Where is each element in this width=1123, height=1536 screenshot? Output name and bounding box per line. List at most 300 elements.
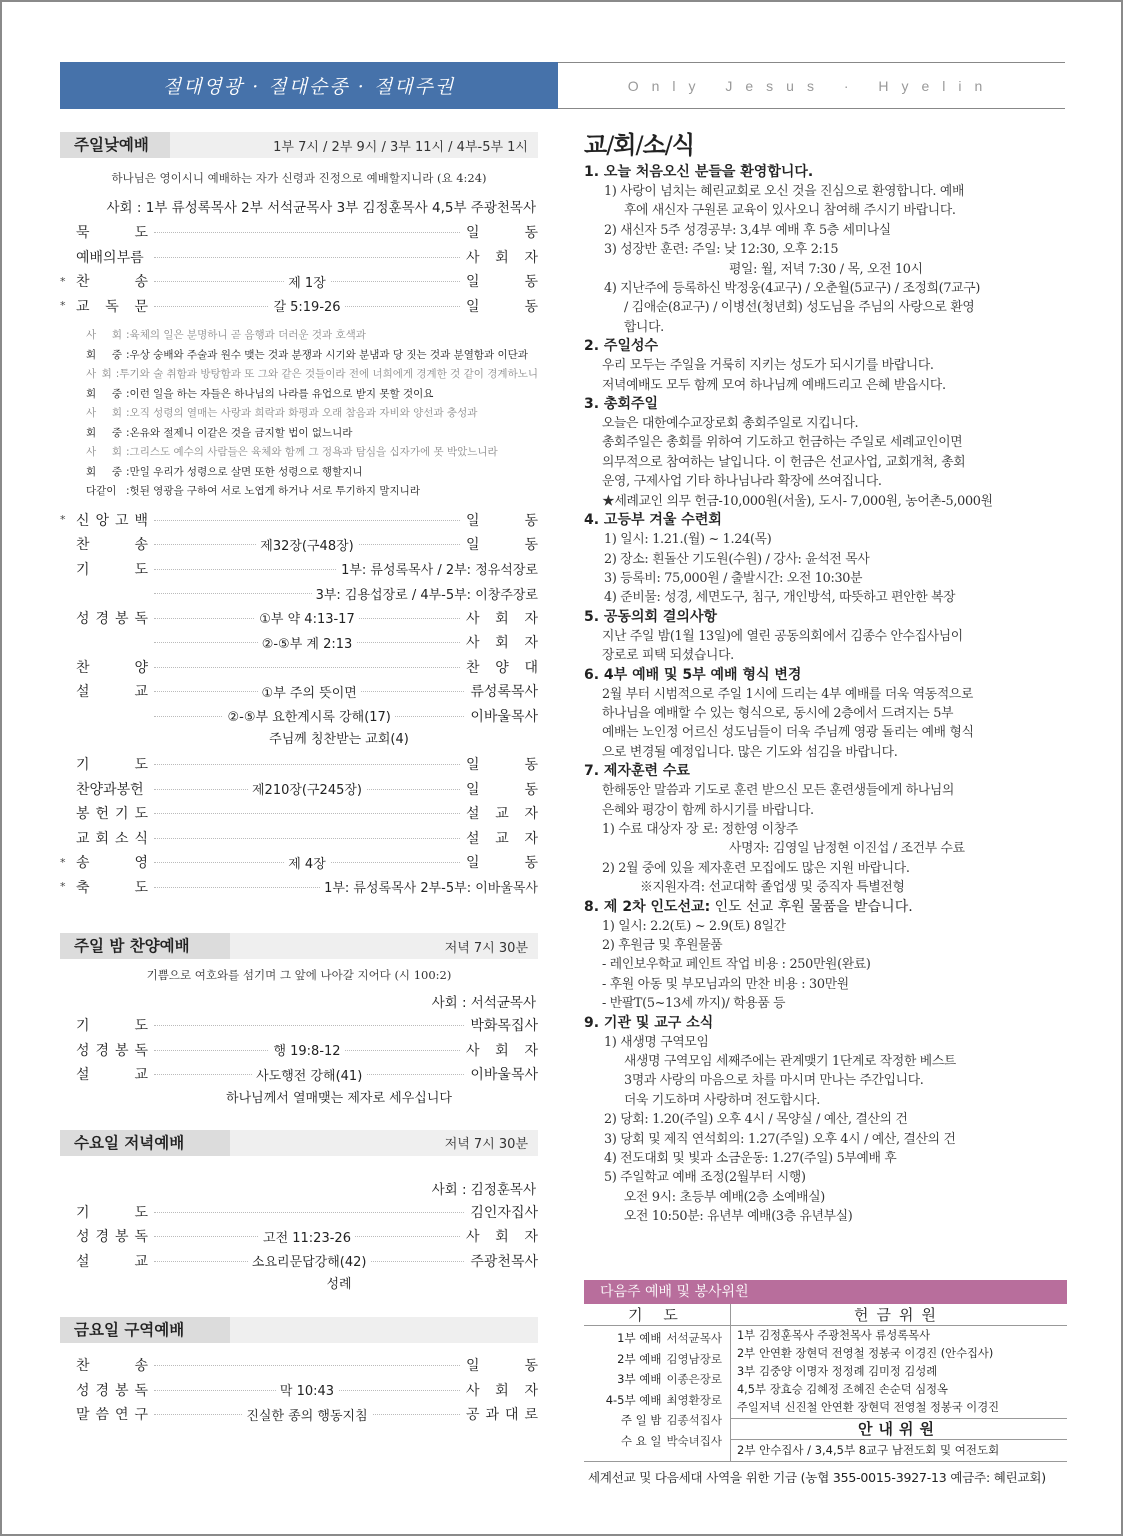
offering-item	[731, 1326, 1067, 1344]
sermon-subtitle: 성례	[326, 1277, 352, 1292]
order-detail: 제32장(구48장)	[256, 535, 357, 554]
section-title: 주일 밤 찬양예배	[60, 933, 230, 959]
order-person	[466, 1355, 538, 1375]
char: 이바울목사	[470, 708, 538, 725]
char: 동	[524, 298, 538, 315]
news-line: 2) 장소: 흰돌산 기도원(수원) / 강사: 윤석전 목사	[604, 551, 870, 567]
char: 동	[524, 274, 538, 291]
order-row	[60, 850, 538, 875]
offering-names: 신진철 안연환 장현덕 전영철 정봉국 이경진	[784, 1401, 1000, 1414]
news-line: 지난 주일 밤(1월 13일)에 열린 공동의회에서 김종수 안수집사님이	[602, 628, 963, 644]
order-person	[466, 247, 538, 267]
order-list	[60, 220, 538, 318]
responsive-reading	[60, 326, 538, 502]
dotted-leader	[154, 777, 460, 802]
service-times: 1부 7시 / 2부 9시 / 3부 11시 / 4부-5부 1시	[273, 139, 528, 155]
theme-verse: 하나님은 영이시니 예배하는 자가 신령과 진정으로 예배할지니라 (요 4:24)	[111, 171, 487, 185]
news-heading: 4. 고등부 겨울 수련회	[584, 512, 722, 529]
prayer-item	[584, 1431, 730, 1452]
news-line: 2) 새신자 5주 성경공부: 3,4부 예배 후 5층 세미나실	[604, 222, 891, 238]
order-label	[76, 534, 148, 554]
dotted-leader	[154, 826, 460, 851]
news-line: 4) 지난주에 등록하신 박정웅(4교구) / 오춘월(5교구) / 조정희(7교구)	[604, 281, 981, 297]
char: 송	[134, 274, 148, 291]
order-person	[470, 1064, 538, 1084]
slash: /	[635, 131, 643, 159]
service-name: 4-5부 예배	[605, 1392, 662, 1407]
char: 성	[76, 610, 90, 627]
char: 봉	[114, 1382, 129, 1399]
char: 중	[111, 348, 122, 361]
char: 회	[111, 407, 122, 419]
char: 자	[524, 1229, 538, 1246]
news-line: 더욱 기도하며 사랑하며 전도합시다.	[624, 1092, 820, 1108]
news-heading: 2. 주일성수	[584, 338, 659, 355]
char: 찬	[76, 659, 90, 676]
order-row	[60, 1200, 538, 1225]
char: 일	[466, 274, 480, 291]
char: 기	[76, 1204, 90, 1221]
offering-item	[731, 1362, 1067, 1380]
order-detail: 사도행전 강해(41)	[252, 1065, 366, 1084]
order-row	[60, 532, 538, 557]
char: 말	[76, 1407, 90, 1424]
prayer-leader: 김종석집사	[666, 1413, 722, 1428]
char: 동	[524, 781, 538, 798]
dotted-leader	[154, 1353, 460, 1378]
dotted-leader	[154, 294, 460, 319]
char: 회	[86, 426, 97, 439]
news-line: 저녁예배도 모두 함께 모여 하나님께 예배드리고 은혜 받읍시다.	[602, 377, 946, 393]
order-row	[60, 1062, 538, 1087]
char: 교	[134, 684, 148, 701]
colon: :	[115, 368, 120, 380]
char: 봉	[76, 806, 90, 823]
char: 양	[134, 659, 148, 676]
order-detail: ②-⑤부 요한계시록 강해(17)	[223, 706, 394, 725]
news-line: 오전 9시: 초등부 예배(2층 소예배실)	[624, 1189, 825, 1205]
char: 사	[466, 1042, 480, 1059]
dotted-leader	[154, 1224, 460, 1249]
heading-bold: 8. 제 2차 인도선교:	[584, 898, 711, 915]
order-person	[470, 1202, 538, 1222]
char: 기	[76, 1018, 90, 1035]
char: 회	[86, 387, 97, 400]
char: 일	[466, 225, 480, 242]
news-line: 1) 일시: 2.2(토) ~ 2.9(토) 8일간	[602, 918, 786, 934]
char: 일	[466, 537, 480, 554]
char: 동	[524, 757, 538, 774]
char: 중	[111, 387, 122, 400]
order-row	[60, 679, 538, 704]
order-person	[466, 510, 538, 530]
char: 회	[111, 446, 122, 458]
char: 회	[495, 249, 509, 266]
news-line: 3) 성장반 훈련: 주일: 낮 12:30, 오후 2:15	[604, 242, 839, 258]
reading-text: 투기와 술 취함과 방탕함과 또 그와 같은 것들이라 전에 너희에게 경계한 것 같이 경계하노니	[119, 368, 538, 380]
reader	[86, 482, 122, 502]
char: 자	[524, 635, 538, 652]
char: 찬	[466, 659, 480, 676]
order-row	[60, 269, 538, 294]
order-detail: 고전 11:23-26	[259, 1227, 355, 1246]
char: 김인자집사	[470, 1204, 538, 1221]
sunday-service-header	[60, 132, 538, 158]
char: 예배의부름	[76, 249, 144, 266]
order-detail: 제 1장	[284, 272, 330, 291]
order-person	[466, 828, 538, 848]
char: 자	[524, 249, 538, 266]
char: 자	[524, 1042, 538, 1059]
prayer-item	[584, 1369, 730, 1390]
order-label	[76, 271, 148, 291]
char: 설	[466, 806, 480, 823]
offering-column	[731, 1304, 1067, 1461]
char: 송	[134, 1358, 148, 1375]
char: 성	[76, 1382, 90, 1399]
char: 자	[524, 1382, 538, 1399]
dotted-leader	[154, 1013, 464, 1038]
motto-text: 절대영광 · 절대순종 · 절대주권	[162, 76, 456, 98]
mission-fund-notice: 세계선교 및 다음세대 사역을 위한 기금 (농협 355-0015-3927-13 예금주: 혜린교회)	[588, 1470, 1046, 1485]
order-row	[60, 1038, 538, 1063]
service-name: 주 일 밤	[620, 1413, 662, 1428]
order-person	[470, 1015, 538, 1035]
char: 씀	[95, 1407, 110, 1424]
dotted-leader	[154, 269, 460, 294]
prayer-leader: 박숙녀집사	[666, 1433, 722, 1448]
reading-text: 헛된 영광을 구하여 서로 노엽게 하거나 서로 투기하지 말지니라	[129, 485, 420, 497]
order-row	[60, 1378, 538, 1403]
required-stand-marker: *	[60, 299, 66, 313]
char: 독	[134, 1382, 148, 1399]
char: 도	[134, 879, 148, 896]
char: 고	[114, 512, 129, 529]
service-group: 3부	[737, 1365, 756, 1378]
order-label	[76, 1015, 148, 1035]
order-label	[76, 510, 148, 530]
news-line: 사명자: 김영일 남정현 이진섭 / 조건부 수료	[729, 841, 965, 857]
colon: :	[126, 426, 130, 439]
colon: :	[126, 329, 130, 341]
char: 사	[86, 368, 97, 380]
order-row	[60, 704, 538, 729]
order-person	[466, 1226, 538, 1246]
reader	[86, 443, 122, 463]
char: 문	[134, 298, 148, 315]
news-line: 평일: 월, 저녁 7:30 / 목, 오전 10시	[729, 261, 923, 277]
news-heading: 6. 4부 예배 및 5부 예배 형식 변경	[584, 666, 802, 683]
order-detail: 막 10:43	[276, 1380, 338, 1399]
char: 박화목집사	[470, 1018, 538, 1035]
service-time: 저녁 7시 30분	[444, 1137, 528, 1152]
order-label	[76, 1040, 148, 1060]
colon: :	[126, 387, 130, 400]
char: 중	[111, 426, 122, 439]
colon: :	[126, 446, 130, 458]
char: 찬양과봉헌	[76, 781, 144, 798]
news-line: 4) 준비물: 성경, 세면도구, 침구, 개인방석, 따뜻하고 편안한 복장	[604, 590, 956, 606]
char: 회	[495, 1382, 509, 1399]
char: 사	[86, 407, 97, 419]
char: 찬	[76, 537, 90, 554]
news-line: 3) 당회 및 제직 연석회의: 1.27(주일) 오후 4시 / 예산, 결산의 건	[604, 1131, 956, 1147]
char: 독	[134, 610, 148, 627]
char: 주광천목사	[470, 1253, 538, 1270]
news-line: 5) 주일학교 예배 조정(2월부터 시행)	[604, 1170, 806, 1186]
order-row	[60, 777, 538, 802]
news-line: 새생명 구역모임 세째주에는 관계맺기 1단계로 작정한 베스트	[624, 1054, 956, 1070]
char: 회	[495, 635, 509, 652]
order-row	[60, 581, 538, 606]
news-line: / 김애순(8교구) / 이병선(청년회) 성도님을 주님의 사랑으로 환영	[624, 300, 975, 316]
reading-text: 육체의 일은 분명하니 곧 음행과 더러운 것과 호색과	[129, 329, 366, 341]
char: 사	[466, 1382, 480, 1399]
usher-header: 안내위원	[731, 1418, 1067, 1440]
news-line: 3) 등록비: 75,000원 / 출발시간: 오전 10:30분	[604, 570, 863, 586]
char: 이바울목사	[470, 1067, 538, 1084]
char: 봉	[114, 1042, 129, 1059]
service-group: 주일저녁	[737, 1401, 781, 1414]
order-person: 1부: 류성록목사 2부-5부: 이바울목사	[320, 877, 538, 896]
char: 교	[134, 1067, 148, 1084]
reader	[86, 404, 122, 424]
offering-names: 장효승 김혜정 조혜진 손순덕 심정옥	[769, 1383, 948, 1396]
char: 식	[134, 830, 148, 847]
order-person	[466, 852, 538, 872]
dotted-leader	[154, 1249, 464, 1274]
char: 동	[524, 225, 538, 242]
required-stand-marker: *	[60, 880, 66, 894]
reading-text: 만일 우리가 성령으로 살면 또한 성령으로 행할지니	[129, 465, 363, 478]
char: 헌	[95, 806, 110, 823]
order-label	[76, 1064, 148, 1084]
char: 교	[76, 298, 90, 315]
order-detail: 제 4장	[284, 853, 330, 872]
prayer-column	[584, 1304, 731, 1461]
dotted-leader	[154, 752, 460, 777]
dotted-leader	[154, 581, 538, 606]
char: 경	[95, 1042, 110, 1059]
order-row	[60, 1249, 538, 1274]
char: 소	[642, 131, 665, 159]
char: 경	[95, 1382, 110, 1399]
order-person	[466, 657, 538, 677]
char: 회	[111, 329, 122, 341]
news-line: 한해동안 말씀과 기도로 훈련 받으신 모든 훈련생들에게 하나님의	[602, 783, 955, 799]
order-label	[76, 1355, 148, 1375]
order-detail: ①부 주의 뜻이면	[258, 682, 361, 701]
char: 경	[95, 610, 110, 627]
reading-line	[86, 463, 538, 483]
char: 독	[134, 1229, 148, 1246]
wednesday-header	[60, 1130, 538, 1156]
order-person	[466, 803, 538, 823]
friday-header	[60, 1317, 538, 1343]
char: 설	[76, 1253, 90, 1270]
prayer-header: 기 도	[584, 1304, 730, 1326]
dotted-leader	[154, 801, 460, 826]
dotted-leader	[154, 875, 538, 900]
service-name: 1부 예배	[617, 1331, 662, 1345]
order-row	[60, 655, 538, 680]
order-row	[60, 801, 538, 826]
news-line: 예배는 노인정 어르신 성도님들이 더욱 주님께 영광 돌리는 예배 형식	[602, 725, 974, 741]
news-line: 1) 일시: 1.21.(월) ~ 1.24(목)	[604, 532, 772, 548]
char: 회	[101, 368, 112, 380]
char: 송	[76, 855, 90, 872]
char: 독	[105, 298, 119, 315]
dotted-leader	[154, 704, 464, 729]
order-row	[60, 1013, 538, 1038]
char: 도	[134, 1204, 148, 1221]
news-line: 1) 새생명 구역모임	[604, 1034, 709, 1050]
char: 경	[95, 1229, 110, 1246]
reading-text: 이런 일을 하는 자들은 하나님의 나라를 유업으로 받지 못할 것이요	[129, 387, 434, 400]
order-label	[76, 828, 148, 848]
order-row	[60, 245, 538, 270]
prayer-leader: 최영환장로	[666, 1392, 722, 1407]
slash: /	[606, 131, 614, 159]
order-row	[60, 1353, 538, 1378]
char: 일	[466, 757, 480, 774]
news-heading	[584, 898, 1068, 917]
order-row	[60, 826, 538, 851]
dotted-leader	[154, 508, 460, 533]
char: 회	[613, 131, 636, 159]
order-row	[60, 294, 538, 319]
order-person: 1부: 류성록목사 / 2부: 정유석장로	[337, 559, 538, 578]
worship-order-column	[60, 132, 538, 1427]
staff-grid	[584, 1304, 1067, 1462]
offering-header: 헌금위원	[731, 1304, 1067, 1326]
news-line: 의무적으로 참여하는 날입니다. 이 헌금은 선교사업, 교회개척, 총회	[602, 454, 966, 470]
service-leader: 사회 : 김정훈목사	[431, 1181, 536, 1198]
church-news-column	[584, 125, 1068, 1227]
order-label	[76, 754, 148, 774]
dotted-leader	[154, 1062, 464, 1087]
char: 회	[95, 830, 110, 847]
sermon-subtitle: 하나님께서 열매맺는 제자로 세우십니다	[226, 1090, 452, 1106]
char: 백	[134, 512, 148, 529]
dotted-leader	[154, 1200, 464, 1225]
news-line: ※지원자격: 선교대학 졸업생 및 중직자 특별전형	[640, 880, 905, 896]
usher-text: 2부 안수집사 / 3,4,5부 8교구 남전도회 및 여전도회	[737, 1443, 1000, 1457]
offering-item	[731, 1398, 1067, 1416]
news-list	[584, 163, 1068, 1227]
char: 봉	[114, 1229, 129, 1246]
news-line: 하나님을 예배할 수 있는 형식으로, 동시에 2층에서 드려지는 5부	[602, 705, 954, 721]
order-detail: 행 19:8-12	[269, 1040, 344, 1059]
news-line: 총회주일은 총회를 위하여 기도하고 헌금하는 주일로 세례교인이면	[602, 435, 963, 451]
sunday-evening-header	[60, 933, 538, 959]
char: 일	[466, 298, 480, 315]
char: 도	[134, 561, 148, 578]
staff-table	[584, 1280, 1067, 1486]
dotted-leader	[154, 557, 538, 582]
reader	[86, 346, 122, 366]
order-label	[76, 681, 148, 701]
news-line: - 레인보우학교 페인트 작업 비용 : 250만원(완료)	[602, 957, 871, 973]
order-label	[76, 779, 148, 799]
order-list	[60, 508, 538, 729]
char: 동	[524, 855, 538, 872]
order-person	[470, 681, 538, 701]
char: 사	[466, 1229, 480, 1246]
char: 축	[76, 879, 90, 896]
char: 교	[584, 131, 607, 159]
news-line: 4) 전도대회 및 빛과 소금운동: 1.27(주일) 5부예배 후	[604, 1151, 897, 1167]
reading-text: 오직 성령의 열매는 사랑과 희락과 화평과 오래 참음과 자비와 양선과 충성과	[129, 407, 478, 419]
order-list	[60, 1200, 538, 1274]
order-label	[76, 657, 148, 677]
heading-rest: 인도 선교 후원 물품을 받습니다.	[710, 898, 913, 915]
offering-names: 김정훈목사 주광천목사 류성록목사	[759, 1329, 930, 1342]
news-heading: 5. 공동의회 결의사항	[584, 608, 717, 625]
prayer-leader: 김영남장로	[666, 1351, 722, 1366]
char: 기	[76, 757, 90, 774]
char: 로	[524, 1407, 538, 1424]
section-title: 수요일 저녁예배	[60, 1130, 230, 1156]
dotted-leader	[154, 655, 460, 680]
service-name: 2부 예배	[617, 1351, 662, 1366]
char: 도	[134, 757, 148, 774]
order-label	[76, 1202, 148, 1222]
order-label	[76, 877, 148, 897]
news-title	[584, 125, 1068, 160]
news-line: 3명과 사랑의 마음으로 차를 마시며 만나는 주간입니다.	[624, 1073, 924, 1089]
char: 연	[114, 1407, 129, 1424]
char: 성	[76, 1042, 90, 1059]
reading-line	[86, 424, 538, 444]
order-list	[60, 752, 538, 899]
order-row	[60, 1402, 538, 1427]
order-row	[60, 508, 538, 533]
order-row	[60, 1224, 538, 1249]
order-person	[466, 1404, 538, 1424]
news-line: - 반팔T(5~13세 까지)/ 학용품 등	[602, 996, 786, 1012]
news-line: - 후원 아동 및 부모님과의 만찬 비용 : 30만원	[602, 976, 849, 992]
required-stand-marker: *	[60, 855, 66, 869]
order-person	[466, 779, 538, 799]
order-row	[60, 630, 538, 655]
dotted-leader	[154, 532, 460, 557]
dotted-leader	[154, 220, 460, 245]
reader	[86, 326, 122, 346]
prayer-leader: 서석균목사	[666, 1331, 722, 1345]
dotted-leader	[154, 1402, 460, 1427]
dotted-leader	[154, 1038, 460, 1063]
reader	[86, 424, 122, 444]
char: 일	[466, 781, 480, 798]
theme-verse: 기쁨으로 여호와를 섬기며 그 앞에 나아갈 지어다 (시 100:2)	[146, 968, 452, 982]
offering-names: 김중양 이명자 정정례 김미정 김성례	[759, 1365, 938, 1378]
reader	[86, 463, 122, 483]
char: 교	[495, 830, 509, 847]
news-line: 오늘은 대한예수교장로회 총회주일로 지킵니다.	[602, 416, 859, 432]
news-line: 운영, 구제사업 기타 하나님나라 확장에 쓰여집니다.	[602, 474, 882, 490]
news-line: 합니다.	[624, 319, 664, 335]
news-line: 은혜와 평강이 함께 하시기를 바랍니다.	[602, 802, 814, 818]
news-line: 2) 2월 중에 있을 제자훈련 모집에도 많은 지원 바랍니다.	[602, 860, 910, 876]
char: 대	[524, 659, 538, 676]
char: 도	[134, 806, 148, 823]
news-heading: 1. 오늘 처음오신 분들을 환영합니다.	[584, 164, 814, 180]
dotted-leader	[154, 1378, 460, 1403]
motto-banner	[60, 62, 558, 109]
char: 공	[466, 1407, 480, 1424]
reading-line	[86, 326, 538, 346]
